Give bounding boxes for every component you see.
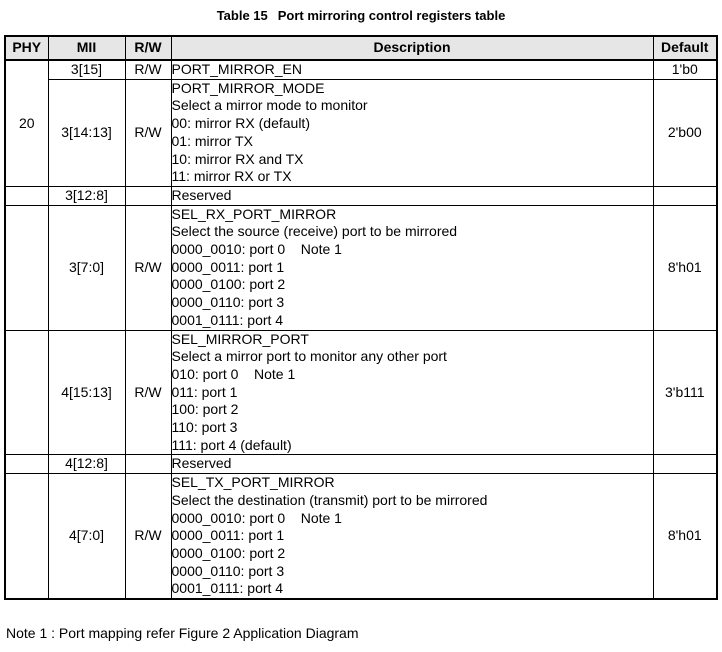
description-line: 010: port 0 Note 1	[171, 365, 296, 382]
port-mirroring-register-table	[4, 35, 718, 600]
table-row	[5, 474, 717, 599]
table-header-row	[5, 36, 717, 60]
description-line: 0000_0011: port 1	[171, 527, 285, 544]
phy-cell-empty	[5, 455, 48, 474]
table-row	[5, 455, 717, 474]
register-name: SEL_TX_PORT_MIRROR	[171, 474, 335, 491]
description-line: 10: mirror RX and TX	[171, 150, 304, 167]
mii-cell: 3[7:0]	[48, 205, 125, 330]
description-line: 0000_0011: port 1	[171, 258, 285, 275]
description-line: 0000_0010: port 0 Note 1	[171, 241, 342, 258]
register-name: PORT_MIRROR_MODE	[171, 79, 325, 96]
table-row	[5, 330, 717, 455]
default-cell: 8'h01	[653, 474, 717, 599]
phy-cell: 20	[5, 60, 48, 186]
description-line: Select the destination (transmit) port to be mirrored	[171, 491, 488, 508]
description-cell	[171, 474, 653, 599]
rw-cell	[125, 186, 171, 205]
description-line: 100: port 2	[171, 401, 239, 418]
default-cell	[653, 455, 717, 474]
rw-cell: R/W	[125, 205, 171, 330]
description-line: 00: mirror RX (default)	[171, 115, 310, 132]
table-caption-title: Port mirroring control registers table	[277, 8, 506, 23]
table-caption	[0, 7, 722, 25]
description-line: 0000_0110: port 3	[171, 294, 285, 311]
mii-cell: 4[7:0]	[48, 474, 125, 599]
mii-cell: 3[12:8]	[48, 186, 125, 205]
register-name: SEL_RX_PORT_MIRROR	[171, 205, 337, 222]
table-caption-number: Table 15	[216, 8, 268, 23]
register-name: SEL_MIRROR_PORT	[171, 330, 309, 347]
mii-cell: 3[15]	[48, 60, 125, 79]
description-line: 011: port 1	[171, 383, 238, 400]
header-default: Default	[653, 36, 717, 60]
description-line: Select a mirror mode to monitor	[171, 97, 368, 114]
description-line: 11: mirror RX or TX	[171, 168, 292, 185]
table-row	[5, 186, 717, 205]
register-name: PORT_MIRROR_EN	[171, 61, 302, 77]
table-row	[5, 205, 717, 330]
description-line: 110: port 3	[171, 419, 238, 436]
rw-cell	[125, 455, 171, 474]
description-cell	[171, 79, 653, 186]
phy-cell-empty	[5, 186, 48, 205]
header-phy: PHY	[5, 36, 48, 60]
description-line: 0000_0100: port 2	[171, 276, 286, 293]
default-cell: 2'b00	[653, 79, 717, 186]
description-cell	[171, 60, 653, 79]
description-line: Select a mirror port to monitor any other port	[171, 348, 447, 365]
rw-cell: R/W	[125, 330, 171, 455]
rw-cell: R/W	[125, 60, 171, 79]
description-cell	[171, 186, 653, 205]
default-cell	[653, 186, 717, 205]
register-name: Reserved	[171, 186, 232, 203]
register-name: Reserved	[171, 455, 232, 472]
description-line: 0000_0100: port 2	[171, 544, 286, 561]
description-line: 0000_0110: port 3	[171, 562, 285, 579]
header-description: Description	[171, 36, 653, 60]
description-line: 0001_0111: port 4	[171, 580, 284, 597]
rw-cell: R/W	[125, 79, 171, 186]
header-mii: MII	[48, 36, 125, 60]
mii-cell: 3[14:13]	[48, 79, 125, 186]
mii-cell: 4[15:13]	[48, 330, 125, 455]
phy-cell-empty	[5, 474, 48, 599]
mii-cell: 4[12:8]	[48, 455, 125, 474]
description-cell	[171, 330, 653, 455]
default-cell: 8'h01	[653, 205, 717, 330]
description-line: 01: mirror TX	[171, 132, 253, 149]
header-rw: R/W	[125, 36, 171, 60]
footnote: Note 1 : Port mapping refer Figure 2 Application Diagram	[6, 625, 359, 641]
rw-cell: R/W	[125, 474, 171, 599]
description-line: 111: port 4 (default)	[171, 436, 292, 453]
default-cell: 1'b0	[653, 60, 717, 79]
description-cell	[171, 455, 653, 474]
description-line: 0000_0010: port 0 Note 1	[171, 509, 342, 526]
phy-cell-empty	[5, 330, 48, 455]
default-cell: 3'b111	[653, 330, 717, 455]
description-cell	[171, 205, 653, 330]
table-row	[5, 79, 717, 186]
description-line: Select the source (receive) port to be mirrored	[171, 223, 458, 240]
phy-cell-empty	[5, 205, 48, 330]
description-line: 0001_0111: port 4	[171, 311, 284, 328]
table-row	[5, 60, 717, 79]
